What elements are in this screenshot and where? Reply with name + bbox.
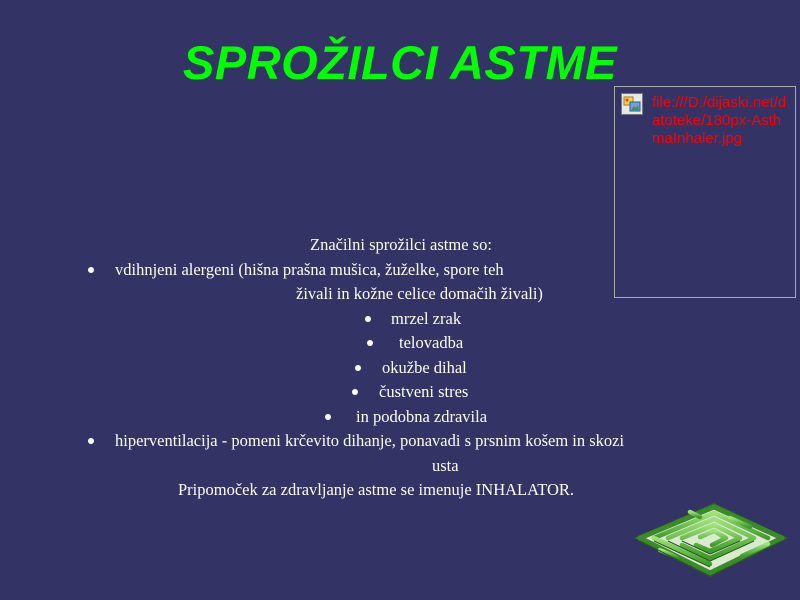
bullet-icon — [367, 340, 373, 346]
slide-title: SPROŽILCI ASTME — [183, 36, 617, 89]
list-item-text: telovadba — [399, 333, 464, 352]
list-item — [70, 356, 770, 381]
bullet-icon — [88, 267, 94, 273]
bullet-icon — [88, 438, 94, 444]
list-item — [70, 307, 770, 332]
list-item-continuation — [70, 454, 770, 479]
list-item-text: živali in kožne celice domačih živali) — [296, 284, 543, 303]
list-item-text: čustveni stres — [379, 382, 469, 401]
list-item-text: in podobna zdravila — [356, 406, 488, 426]
bullet-icon — [325, 414, 331, 420]
maze-icon — [630, 498, 790, 580]
closing-text: Pripomoček za zdravljanje astme se imenuje INHALATOR. — [178, 480, 575, 499]
list-item — [70, 429, 770, 454]
broken-image-path: file:///D:/dijaski.net/datoteke/180px-AsthmaInhaler.jpg — [652, 94, 787, 147]
broken-image-icon — [621, 93, 643, 115]
intro-line — [70, 233, 770, 258]
list-item — [70, 331, 770, 356]
list-item — [70, 258, 770, 283]
list-item — [70, 380, 770, 405]
bullet-icon — [352, 389, 358, 395]
list-item-text: okužbe dihal — [382, 357, 467, 377]
list-item-text: mrzel zrak — [391, 308, 462, 328]
list-item-text: vdihnjeni alergeni (hišna prašna mušica, žuželke, spore teh — [115, 259, 504, 279]
bullet-icon — [355, 365, 361, 371]
list-item-text: hiperventilacija - pomeni krčevito dihanje, ponavadi s prsnim košem in skozi — [115, 431, 625, 450]
bullet-icon — [365, 316, 371, 322]
intro-text: Značilni sprožilci astme so: — [310, 235, 492, 254]
list-item-text: usta — [432, 455, 459, 475]
list-item-continuation — [70, 282, 770, 307]
slide-content — [70, 233, 770, 503]
list-item — [70, 405, 770, 430]
